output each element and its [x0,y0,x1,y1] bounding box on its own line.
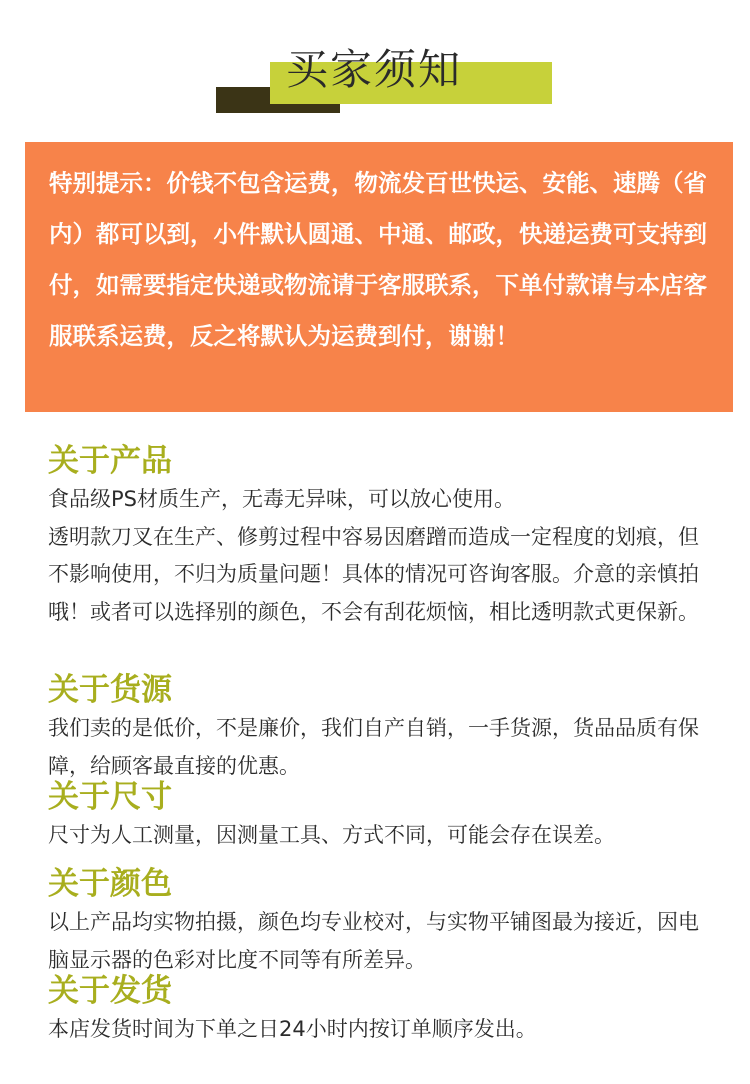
section-body: 本店发货时间为下单之日24小时内按订单顺序发出。 [48,1017,537,1041]
section-shipping [48,971,708,1049]
section-body: 以上产品均实物拍摄，颜色均专业校对，与实物平铺图最为接近，因电脑显示器的色彩对比度不同等有所差异。 [48,910,699,972]
section-source [48,670,708,785]
section-heading: 关于产品 [48,443,172,479]
section-heading: 关于尺寸 [48,779,172,815]
section-color [48,864,708,979]
section-heading: 关于发货 [48,973,172,1009]
notice-box [25,142,733,412]
section-heading: 关于货源 [48,672,172,708]
section-heading: 关于颜色 [48,866,172,902]
title-banner [0,0,750,120]
page-title: 买家须知 [286,45,463,94]
section-body: 尺寸为人工测量，因测量工具、方式不同，可能会存在误差。 [48,823,615,847]
section-body: 食品级PS材质生产，无毒无异味，可以放心使用。 透明款刀叉在生产、修剪过程中容易因磨蹭而造成一定程度的划痕，但不影响使用，不归为质量问题！具体的情况可咨询客服。介意的亲慎拍哦！或者可以选择别的颜色，不会有刮花烦恼，相比透明款式更保新。 [48,487,699,624]
notice-text: 特别提示：价钱不包含运费，物流发百世快运、安能、速腾（省内）都可以到，小件默认圆通、中通、邮政，快递运费可支持到付，如需要指定快递或物流请于客服联系，下单付款请与本店客服联系运费，反之将默认为运费到付，谢谢！ [49,169,707,350]
section-product [48,441,708,631]
section-size [48,777,708,855]
section-body: 我们卖的是低价，不是廉价，我们自产自销，一手货源，货品品质有保障，给顾客最直接的优惠。 [48,716,699,778]
